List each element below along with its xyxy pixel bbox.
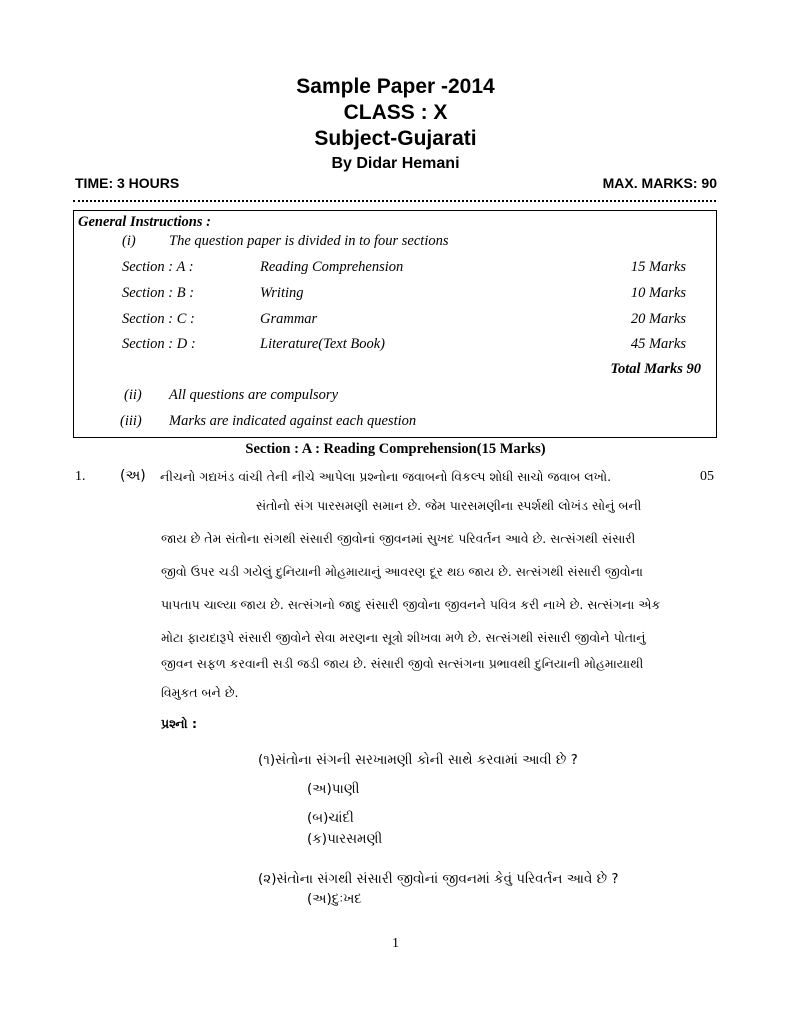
instruction-text: All questions are compulsory [169,387,339,403]
total-marks: Total Marks 90 [610,361,701,377]
section-marks: 20 Marks [630,311,686,327]
section-name: Section : A : [122,259,194,275]
section-name: Section : B : [122,285,195,301]
passage-line: જીવો ઉપર ચડી ગયેલું દુનિયાની મોહમાયાનું આવરણ દૂર થઇ જાય છે. સત્સંગથી સંસારી જીવોના [161,564,643,579]
passage-line: વિમુકત બને છે. [161,685,239,700]
instruction-number: (ii) [124,387,142,403]
section-marks: 45 Marks [630,336,686,352]
max-marks-label: MAX. MARKS: 90 [602,175,717,191]
option: (અ)દુઃખદ [307,891,362,907]
instructions-heading: General Instructions : [78,214,211,230]
class-label: CLASS : X [343,101,448,124]
instruction-number: (i) [122,233,136,249]
passage-line: પાપતાપ ચાલ્યા જાય છે. સત્સંગનો જાદુ સંસારી જીવોના જીવનને પવિત્ર કરી નાખે છે. સત્સંગના એક [161,597,661,612]
sub-question: (૨)સંતોના સંગથી સંસારી જીવોનાં જીવનમાં કેવું પરિવર્તન આવે છે ? [258,871,619,887]
sub-question: (૧)સંતોના સંગની સરખામણી કોની સાથે કરવામાં આવી છે ? [258,752,578,768]
section-title: Writing [260,285,304,301]
question-number: 1. [75,469,86,484]
passage-line: જાય છે તેમ સંતોના સંગથી સંસારી જીવોનાં જીવનમાં સુખદ પરિવર્તન આવે છે. સત્સંગથી સંસારી [161,531,636,546]
questions-label: પ્રશ્નો : [161,716,197,731]
option: (ક)પારસમણી [307,831,383,847]
section-name: Section : C : [122,311,195,327]
passage-line: સંતોનો સંગ પારસમણી સમાન છે. જેમ પારસમણીના સ્પર્શથી લોખંડ સોનું બની [256,498,642,513]
section-a-heading: Section : A : Reading Comprehension(15 Marks) [245,441,546,457]
instruction-text: The question paper is divided in to four sections [169,233,449,249]
option: (અ)પાણી [307,781,360,797]
author-label: By Didar Hemani [331,155,460,172]
question-sub-label: (અ) [120,468,146,484]
instruction-text: Marks are indicated against each question [169,413,417,429]
section-marks: 10 Marks [630,285,686,301]
time-label: TIME: 3 HOURS [75,175,180,191]
passage-line: જીવન સફળ કરવાની સડી જડી જાય છે. સંસારી જીવો સત્સંગના પ્રભાવથી દુનિયાની મોહમાયાથી [161,656,644,671]
question-instruction: નીચનો ગદ્યખંડ વાંચી તેની નીચે આપેલા પ્રશ્નોના જવાબનો વિકલ્પ શોધી સાચો જવાબ લખો. [160,469,612,484]
paper-title: Sample Paper -2014 [296,75,495,98]
question-marks: 05 [700,469,714,484]
dotted-divider [73,200,716,202]
section-marks: 15 Marks [630,259,686,275]
page-number: 1 [392,936,399,951]
subject-label: Subject-Gujarati [314,127,477,150]
section-name: Section : D : [122,336,196,352]
instruction-number: (iii) [120,413,142,429]
section-title: Grammar [260,311,318,327]
option: (બ)ચાંદી [307,810,354,826]
section-title: Literature(Text Book) [260,336,385,352]
section-title: Reading Comprehension [260,259,404,275]
passage-line: મોટા ફાયદારૂપે સંસારી જીવોને સેવા મરણના સૂત્રો શીખવા મળે છે. સત્સંગથી સંસારી જીવોને પોતાનું [161,630,646,645]
